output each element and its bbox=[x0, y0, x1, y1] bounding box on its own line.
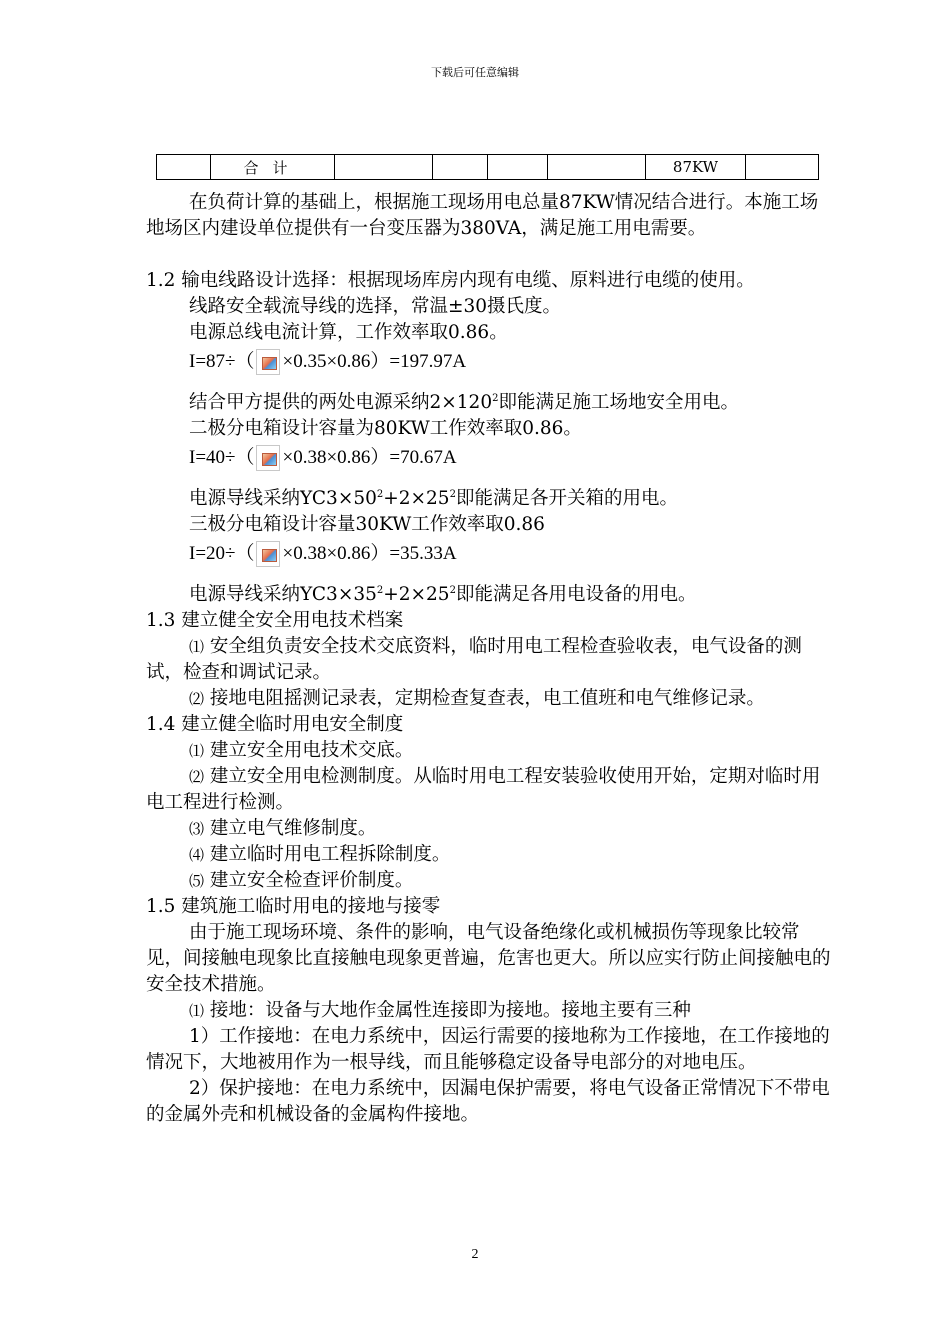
broken-image-icon bbox=[256, 541, 280, 567]
broken-image-icon bbox=[256, 445, 280, 471]
line-cable-tertiary: 电源导线采纳$YC3\times 35^2+2\times 25^2$即能满足各用电设备的用电。 bbox=[189, 584, 697, 605]
table-cell bbox=[433, 155, 488, 180]
section-1-4-heading: 1.4 建立健全临时用电安全制度 bbox=[146, 714, 404, 735]
list-item: ⑴ 安全组负责安全技术交底资料，临时用电工程检查验收表，电气设备的测试，检查和调试记录。 bbox=[146, 636, 802, 683]
line-cable-secondary: 电源导线采纳$YC3\times 50^2+2\times 25^2$即能满足各开关箱的用电。 bbox=[189, 488, 678, 509]
line-cable-main: 结合甲方提供的两处电源采纳$2\times 120^2$即能满足施工场地安全用电。 bbox=[189, 392, 739, 413]
line-safe-current: 线路安全载流导线的选择，常温±30摄氏度。 bbox=[189, 296, 562, 317]
summary-table bbox=[156, 154, 819, 180]
document-body bbox=[146, 190, 832, 1128]
table-cell bbox=[548, 155, 646, 180]
formula-1: I=87÷（ ×0.35×0.86）=197.97A bbox=[146, 346, 832, 378]
section-1-3-heading: 1.3 建立健全安全用电技术档案 bbox=[146, 610, 404, 631]
table-row bbox=[157, 155, 819, 180]
formula-3: I=20÷（ ×0.38×0.86）=35.33A bbox=[146, 538, 832, 570]
paragraph-indirect-shock: 由于施工现场环境、条件的影响，电气设备绝缘化或机械损伤等现象比较常见，间接触电现象比直接触电现象更普遍，危害也更大。所以应实行防止间接触电的安全技术措施。 bbox=[146, 922, 831, 995]
paragraph-load-calc: 在负荷计算的基础上，根据施工现场用电总量87KW情况结合进行。本施工场地场区内建设单位提供有一台变压器为380VA，满足施工用电需要。 bbox=[146, 192, 819, 239]
list-item: ⑴ 建立安全用电技术交底。 bbox=[189, 740, 414, 761]
table-cell-total-value: 87KW bbox=[646, 155, 746, 180]
line-main-current: 电源总线电流计算，工作效率取0.86。 bbox=[189, 322, 508, 343]
section-1-2-heading: 1.2 输电线路设计选择：根据现场库房内现有电缆、原料进行电缆的使用。 bbox=[146, 270, 755, 291]
list-item: ⑵ 接地电阻摇测记录表，定期检查复查表，电工值班和电气维修记录。 bbox=[189, 688, 765, 709]
broken-image-icon bbox=[256, 349, 280, 375]
line-secondary-box: 二极分电箱设计容量为80KW工作效率取0.86。 bbox=[189, 418, 582, 439]
list-item: ⑶ 建立电气维修制度。 bbox=[189, 818, 377, 839]
table-cell bbox=[488, 155, 548, 180]
paragraph-protective-ground: 2）保护接地：在电力系统中，因漏电保护需要，将电气设备正常情况下不带电的金属外壳和机械设备的金属构件接地。 bbox=[146, 1078, 830, 1125]
table-cell-total-label: 合计 bbox=[211, 155, 335, 180]
page-number: 2 bbox=[471, 1247, 479, 1262]
list-item: ⑸ 建立安全检查评价制度。 bbox=[189, 870, 414, 891]
section-1-5-heading: 1.5 建筑施工临时用电的接地与接零 bbox=[146, 896, 441, 917]
list-item: ⑴ 接地：设备与大地作金属性连接即为接地。接地主要有三种 bbox=[189, 1000, 691, 1021]
page-header: 下载后可任意编辑 bbox=[431, 66, 519, 79]
line-tertiary-box: 三极分电箱设计容量30KW工作效率取0.86 bbox=[189, 514, 545, 535]
table-cell bbox=[746, 155, 819, 180]
paragraph-working-ground: 1）工作接地：在电力系统中，因运行需要的接地称为工作接地，在工作接地的情况下，大地被用作为一根导线，而且能够稳定设备导电部分的对地电压。 bbox=[146, 1026, 830, 1073]
list-item: ⑵ 建立安全用电检测制度。从临时用电工程安装验收使用开始，定期对临时用电工程进行检测。 bbox=[146, 766, 821, 813]
formula-2: I=40÷（ ×0.38×0.86）=70.67A bbox=[146, 442, 832, 474]
table-cell bbox=[157, 155, 211, 180]
list-item: ⑷ 建立临时用电工程拆除制度。 bbox=[189, 844, 451, 865]
table-cell bbox=[335, 155, 433, 180]
